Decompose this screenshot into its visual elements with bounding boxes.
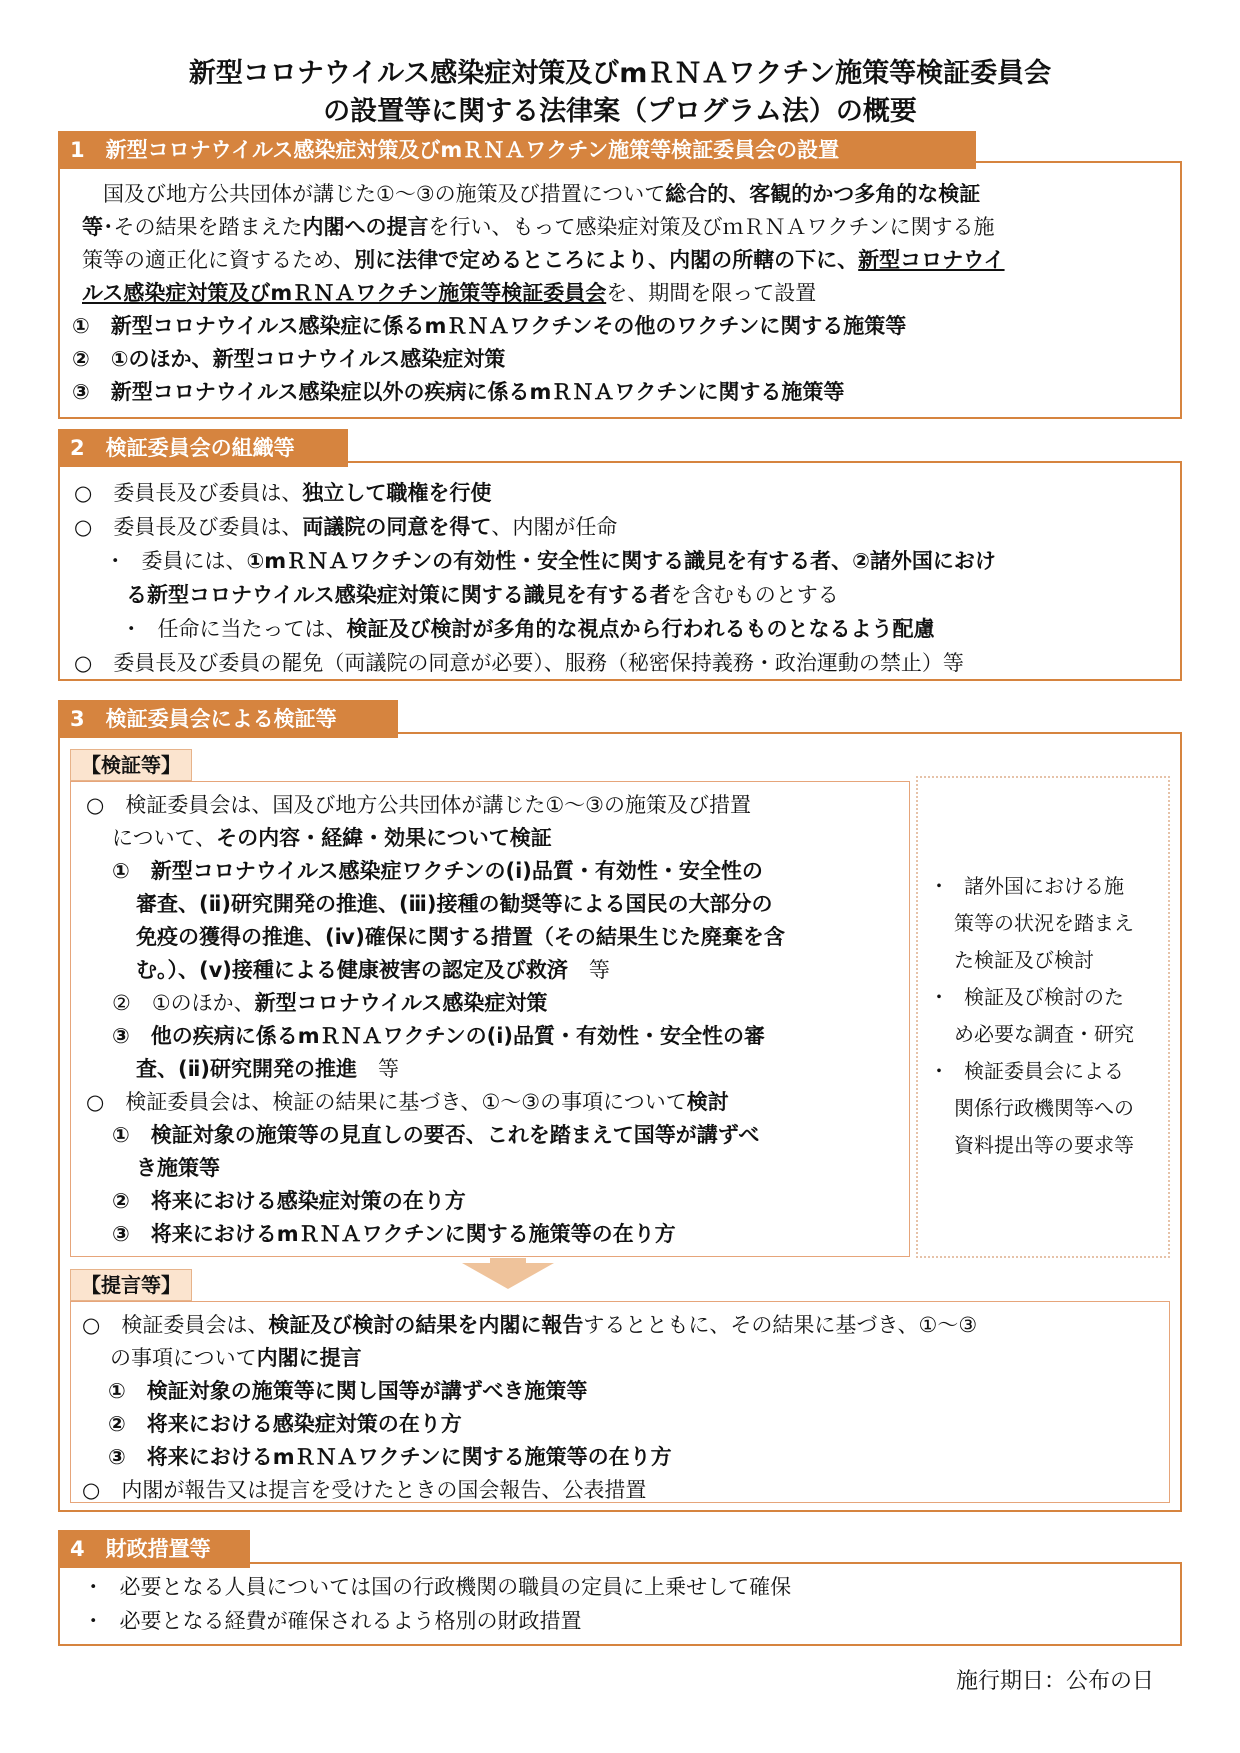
section2-line2: ○ 委員長及び委員は、両議院の同意を得て、内閣が任命 [74, 515, 618, 539]
verify-line2: について、その内容・経緯・効果について検証 [112, 826, 552, 850]
section1-item1: ① 新型コロナウイルス感染症に係るmＲＮＡワクチンその他のワクチンに関する施策等 [72, 314, 907, 338]
verify-line11: ① 検証対象の施策等の見直しの要否、これを踏まえて国等が講ずべ [112, 1123, 760, 1147]
verify-tag: 【検証等】 [70, 749, 192, 781]
propose-line2: の事項について内閣に提言 [110, 1346, 362, 1370]
verify-line3: ① 新型コロナウイルス感染症ワクチンの(ⅰ)品質・有効性・安全性の [112, 859, 763, 883]
section4-heading: 4 財政措置等 [58, 1530, 250, 1568]
section2-line1: ○ 委員長及び委員は、独立して職権を行使 [74, 481, 492, 505]
section1-item3: ③ 新型コロナウイルス感染症以外の疾病に係るmＲＮＡワクチンに関する施策等 [72, 380, 845, 404]
section4-line1: ･ 必要となる人員については国の行政機関の職員の定員に上乗せして確保 [88, 1575, 792, 1599]
section1-para-line2: 等･その結果を踏まえた内閣への提言を行い、もって感染症対策及びｍＲＮＡワクチンに関する施 [82, 215, 995, 239]
down-arrow-icon [462, 1263, 554, 1289]
section3-heading: 3 検証委員会による検証等 [58, 700, 398, 738]
side-note-line4: ･ 検証及び検討のた [934, 985, 1124, 1009]
verify-line4: 審査、(ⅱ)研究開発の推進、(ⅲ)接種の勧奨等による国民の大部分の [136, 892, 773, 916]
side-note-line5: め必要な調査・研究 [954, 1022, 1134, 1046]
verify-line9: 査、(ⅱ)研究開発の推進 等 [136, 1057, 399, 1081]
verify-line14: ③ 将来におけるmＲＮＡワクチンに関する施策等の在り方 [112, 1222, 676, 1246]
side-note-line3: た検証及び検討 [954, 948, 1094, 972]
section2-line6: ○ 委員長及び委員の罷免（両議院の同意が必要）、服務（秘密保持義務・政治運動の禁止）等 [74, 651, 964, 675]
verify-line1: ○ 検証委員会は、国及び地方公共団体が講じた①～③の施策及び措置 [86, 793, 751, 817]
propose-line6: ○ 内閣が報告又は提言を受けたときの国会報告、公表措置 [82, 1478, 647, 1502]
section1-para-line3: 策等の適正化に資するため、別に法律で定めるところにより、内閣の所轄の下に、新型コロナウイ [82, 248, 1005, 272]
side-note-line1: ･ 諸外国における施 [934, 874, 1124, 898]
propose-line3: ① 検証対象の施策等に関し国等が講ずべき施策等 [108, 1379, 588, 1403]
verify-line5: 免疫の獲得の推進、(ⅳ)確保に関する措置（その結果生じた廃棄を含 [136, 925, 785, 949]
verify-line8: ③ 他の疾病に係るmＲＮＡワクチンの(ⅰ)品質・有効性・安全性の審 [112, 1024, 766, 1048]
section1-para-line1: 国及び地方公共団体が講じた①～③の施策及び措置について総合的、客観的かつ多角的な検証 [82, 182, 981, 206]
side-note-line8: 資料提出等の要求等 [954, 1133, 1134, 1157]
section2-line5: ･ 任命に当たっては、検証及び検討が多角的な視点から行われるものとなるよう配慮 [126, 617, 935, 641]
verify-line10: ○ 検証委員会は、検証の結果に基づき、①～③の事項について検討 [86, 1090, 729, 1114]
section2-line4: る新型コロナウイルス感染症対策に関する識見を有する者を含むものとする [126, 583, 839, 607]
verify-line13: ② 将来における感染症対策の在り方 [112, 1189, 466, 1213]
section2-heading: 2 検証委員会の組織等 [58, 429, 348, 467]
section4-line2: ･ 必要となる経費が確保されるよう格別の財政措置 [88, 1609, 582, 1633]
down-arrow-stem [490, 1258, 526, 1266]
section1-item2: ② ①のほか、新型コロナウイルス感染症対策 [72, 347, 506, 371]
verify-line7: ② ①のほか、新型コロナウイルス感染症対策 [112, 991, 548, 1015]
effective-date: 施行期日：公布の日 [956, 1669, 1155, 1694]
section1-heading: 1 新型コロナウイルス感染症対策及びmＲＮＡワクチン施策等検証委員会の設置 [58, 131, 976, 169]
section1-para-line4: ルス感染症対策及びmＲＮＡワクチン施策等検証委員会を、期間を限って設置 [82, 281, 817, 305]
propose-line4: ② 将来における感染症対策の在り方 [108, 1412, 462, 1436]
verify-line12: き施策等 [136, 1156, 220, 1180]
propose-line1: ○ 検証委員会は、検証及び検討の結果を内閣に報告するとともに、その結果に基づき、①～③ [82, 1313, 978, 1337]
side-note-line2: 策等の状況を踏まえ [954, 911, 1134, 935]
side-note-line6: ･ 検証委員会による [934, 1059, 1124, 1083]
document-title-line2: の設置等に関する法律案（プログラム法）の概要 [323, 96, 917, 127]
propose-tag: 【提言等】 [70, 1269, 192, 1301]
document-title-line1: 新型コロナウイルス感染症対策及びmＲＮＡワクチン施策等検証委員会 [188, 58, 1052, 89]
section2-line3: ･ 委員には、①mＲＮＡワクチンの有効性・安全性に関する識見を有する者、②諸外国におけ [110, 549, 996, 573]
propose-line5: ③ 将来におけるmＲＮＡワクチンに関する施策等の在り方 [108, 1445, 672, 1469]
verify-line6: む。）、(ⅴ)接種による健康被害の認定及び救済 等 [136, 958, 610, 982]
side-note-line7: 関係行政機関等への [954, 1096, 1134, 1120]
